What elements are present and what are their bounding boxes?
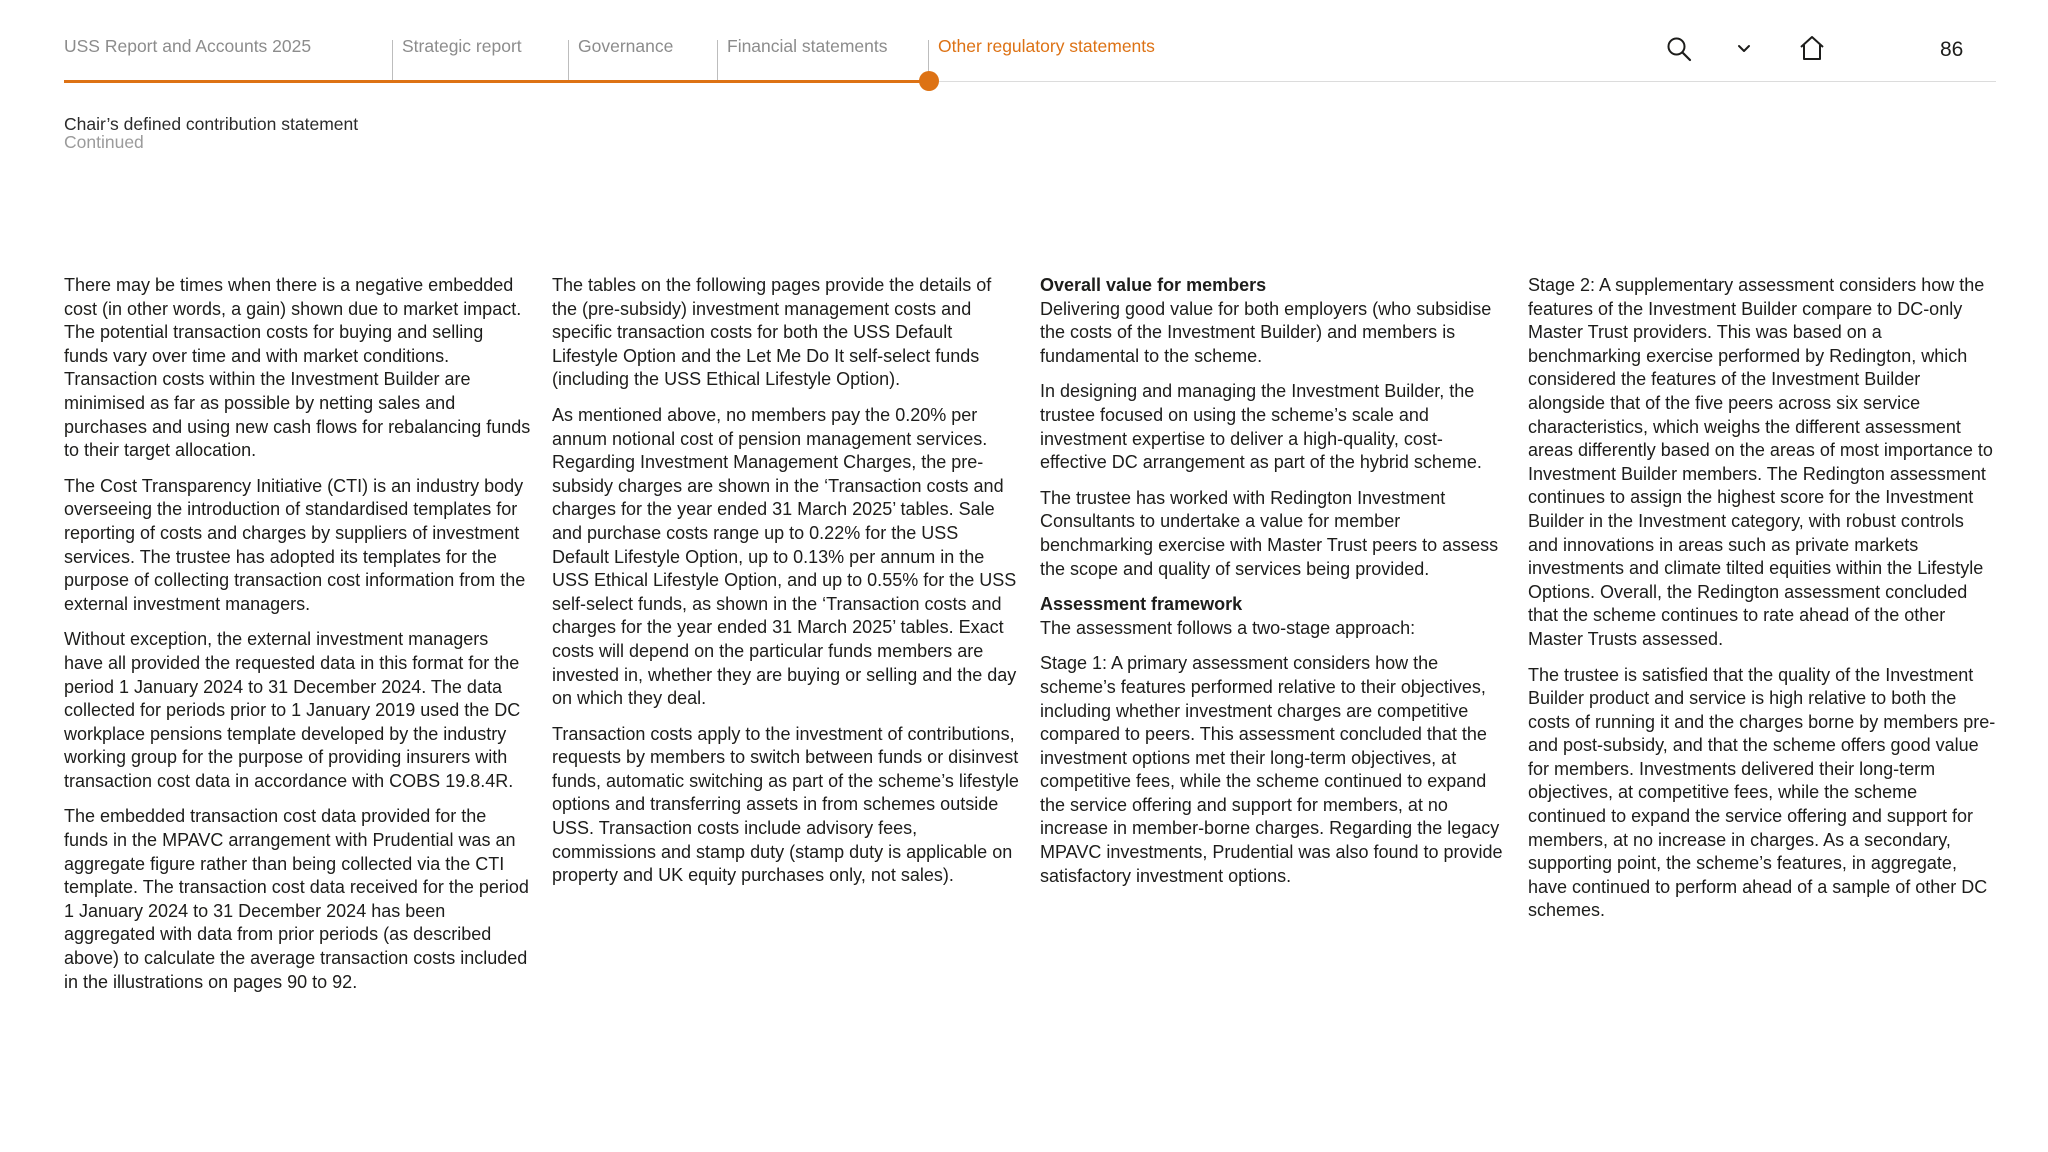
section-progress-bar [64,80,930,83]
top-navigation [64,28,1996,82]
tab-strategic-report[interactable]: Strategic report [402,36,522,56]
paragraph: The trustee has worked with Redington Investment Consultants to undertake a value for member benchmarking exercise with Master Trust peers to assess the scope and quality of services being provided. [1040,487,1499,579]
page-number: 86 [1940,38,1964,61]
paragraph: Stage 1: A primary assessment considers how the scheme’s features performed relative to their objectives, including whether investment charges are competitive compared to peers. This assessment concluded that the investment options met their long-term objectives, at competitive fees, while the scheme continued to expand the service offering and support for members, at no increase in member-borne charges. Regarding the legacy MPAVC investments, Prudential was also found to provide satisfactory investment options. [1040,653,1503,886]
nav-divider [717,40,718,82]
section-title: Chair’s defined contribution statement [64,114,359,134]
text-column-4 [1528,274,1996,935]
search-icon [1666,36,1692,62]
chevron-down-icon [1735,40,1753,58]
tab-governance[interactable]: Governance [578,36,674,56]
paragraph: There may be times when there is a negative embedded cost (in other words, a gain) shown due to market impact. The potential transaction costs for buying and selling funds vary over time and with market conditions. Transaction costs within the Investment Builder are minimised as far as possible by netting sales and purchases and using new cash flows for rebalancing funds to their target allocation. [64,275,531,461]
tab-financial-statements[interactable]: Financial statements [727,36,888,56]
nav-divider [392,40,393,82]
dropdown-menu-button[interactable] [1735,40,1753,63]
paragraph: Transaction costs apply to the investment of contributions, requests by members to switch between funds or disinvest funds, automatic switching as part of the scheme’s lifestyle options and transferring assets in from schemes outside USS. Transaction costs include advisory fees, commissions and stamp duty (stamp duty is applicable on property and UK equity purchases only, not sales). [552,723,1019,886]
section-progress-marker [919,71,939,91]
paragraph: As mentioned above, no members pay the 0.20% per annum notional cost of pension management services. Regarding Investment Management Charges, the pre-subsidy charges are shown in the ‘Transaction costs and charges for the year ended 31 March 2025’ tables. Sale and purchase costs range up to 0.22% for the USS Default Lifestyle Option, up to 0.13% per annum in the USS Ethical Lifestyle Option, and up to 0.55% for the USS self-select funds, as shown in the ‘Transaction costs and charges for the year ended 31 March 2025’ tables. Exact costs will depend on the particular funds members are invested in, whether they are buying or selling and the day on which they deal. [552,404,1017,709]
paragraph: The tables on the following pages provide the details of the (pre-subsidy) investment management costs and specific transaction costs for both the USS Default Lifestyle Option and the Let Me Do It self-select funds (including the USS Ethical Lifestyle Option). [552,275,992,390]
paragraph: The assessment follows a two-stage approach: [1040,617,1416,638]
search-button[interactable] [1666,36,1692,67]
paragraph: The trustee is satisfied that the quality of the Investment Builder product and service is high relative to both the costs of running it and the charges borne by members pre- and post-subsidy, and that the scheme offers good value for members. Investments delivered their long-term objectives, at competitive fees, while the scheme continued to expand the service offering and support for members, at no increase in charges. As a secondary, supporting point, the scheme’s features, in aggregate, have continued to perform ahead of a sample of other DC schemes. [1528,664,1996,921]
tab-other-regulatory-statements[interactable]: Other regulatory statements [938,36,1155,56]
text-column-3 [1040,274,1508,900]
home-icon [1798,34,1826,62]
paragraph: In designing and managing the Investment Builder, the trustee focused on using the scheme’s scale and investment expertise to deliver a high-quality, cost-effective DC arrangement as part of the hybrid scheme. [1040,381,1482,473]
paragraph: Without exception, the external investment managers have all provided the requested data in this format for the period 1 January 2024 to 31 December 2024. The data collected for periods prior to 1 January 2019 used the DC workplace pensions template developed by the industry working group for the purpose of providing insurers with transaction cost data in accordance with COBS 19.8.4R. [64,629,521,791]
home-button[interactable] [1798,34,1826,67]
section-subtitle: Continued [64,132,144,152]
paragraph: Stage 2: A supplementary assessment considers how the features of the Investment Builder compare to DC-only Master Trust providers. This was based on a benchmarking exercise performed by Redington, which considered the features of the Investment Builder alongside that of the five peers across six service characteristics, which weighs the different assessment areas differently based on the areas of most importance to Investment Builder members. The Redington assessment continues to assign the highest score for the Investment Builder in the Investment category, with robust controls and innovations in areas such as private markets investments and climate tilted equities within the Lifestyle Options. Overall, the Redington assessment concluded that the scheme continues to rate ahead of the other Master Trusts assessed. [1528,275,1993,649]
paragraph: Delivering good value for both employers (who subsidise the costs of the Investment Builder) and members is fundamental to the scheme. [1040,298,1492,366]
heading-assessment-framework: Assessment framework [1040,594,1243,615]
paragraph: The Cost Transparency Initiative (CTI) is an industry body overseeing the introduction of standardised templates for reporting of costs and charges by suppliers of investment services. The trustee has adopted its templates for the purpose of collecting transaction cost information from the external investment managers. [64,475,526,614]
text-column-1 [64,274,532,1006]
paragraph: The embedded transaction cost data provided for the funds in the MPAVC arrangement with Prudential was an aggregate figure rather than being collected via the CTI template. The transaction cost data received for the period 1 January 2024 to 31 December 2024 has been aggregated with data from prior periods (as described above) to calculate the average transaction costs included in the illustrations on pages 90 to 92. [64,806,529,992]
heading-overall-value: Overall value for members [1040,275,1267,295]
report-title-link[interactable]: USS Report and Accounts 2025 [64,36,312,56]
nav-divider [568,40,569,82]
text-column-2 [552,274,1020,900]
